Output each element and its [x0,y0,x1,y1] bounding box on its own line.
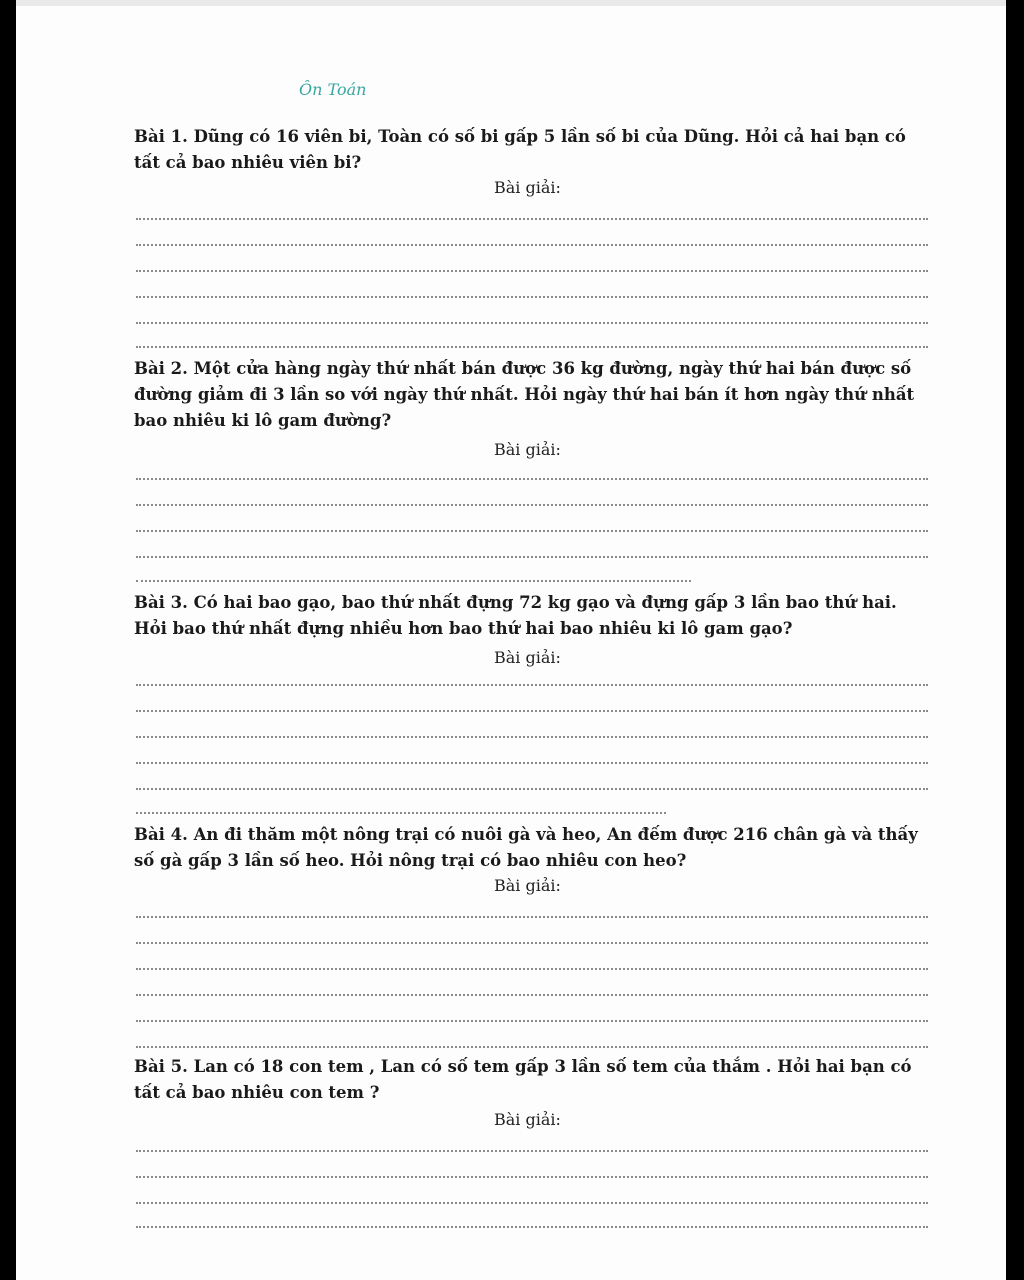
answer-line [136,1020,928,1022]
answer-line [136,478,928,480]
worksheet-heading: Ôn Toán [299,80,367,99]
answer-line [136,580,691,582]
answer-line [136,504,928,506]
answer-line [136,1176,928,1178]
left-frame [0,0,16,1280]
answer-line [136,968,928,970]
problem-5-text: Bài 5. Lan có 18 con tem , Lan có số tem gấp 3 lần số tem của thắm . Hỏi hai bạn có tất cả bao nhiêu con tem ? [134,1057,912,1102]
problem-4-text: Bài 4. An đi thăm một nông trại có nuôi gà và heo, An đếm được 216 chân gà và thấy số gà gấp 3 lần số heo. Hỏi nông trại có bao nhiêu con heo? [134,825,918,870]
problem-3-solution-label: Bài giải: [494,648,561,667]
answer-line [136,994,928,996]
problem-1-text: Bài 1. Dũng có 16 viên bi, Toàn có số bi gấp 5 lần số bi của Dũng. Hỏi cả hai bạn có tất cả bao nhiêu viên bi? [134,127,906,172]
problem-3-text: Bài 3. Có hai bao gạo, bao thứ nhất đựng 72 kg gạo và đựng gấp 3 lần bao thứ hai. Hỏi bao thứ nhất đựng nhiều hơn bao thứ hai bao nhiêu ki lô gam gạo? [134,593,897,638]
answer-line [136,346,928,348]
answer-line [136,296,928,298]
worksheet-page [16,6,1006,1280]
answer-line [136,788,928,790]
problem-1-solution-label: Bài giải: [494,178,561,197]
answer-line [136,736,928,738]
answer-line [136,762,928,764]
answer-line [136,218,928,220]
right-frame [1006,0,1024,1280]
answer-line [136,812,666,814]
answer-line [136,710,928,712]
answer-line [136,1202,928,1204]
answer-line [136,916,928,918]
answer-line [136,270,928,272]
answer-line [136,1150,928,1152]
answer-line [136,244,928,246]
answer-line [136,322,928,324]
answer-line [136,942,928,944]
answer-line [136,556,928,558]
answer-line [136,684,928,686]
problem-2-text: Bài 2. Một cửa hàng ngày thứ nhất bán được 36 kg đường, ngày thứ hai bán được số đường giảm đi 3 lần so với ngày thứ nhất. Hỏi ngày thứ hai bán ít hơn ngày thứ nhất bao nhiêu ki lô gam đường? [134,359,915,430]
problem-5-solution-label: Bài giải: [494,1110,561,1129]
problem-2-solution-label: Bài giải: [494,440,561,459]
answer-line [136,530,928,532]
problem-4-solution-label: Bài giải: [494,876,561,895]
answer-line [136,1226,928,1228]
answer-line [136,1046,928,1048]
